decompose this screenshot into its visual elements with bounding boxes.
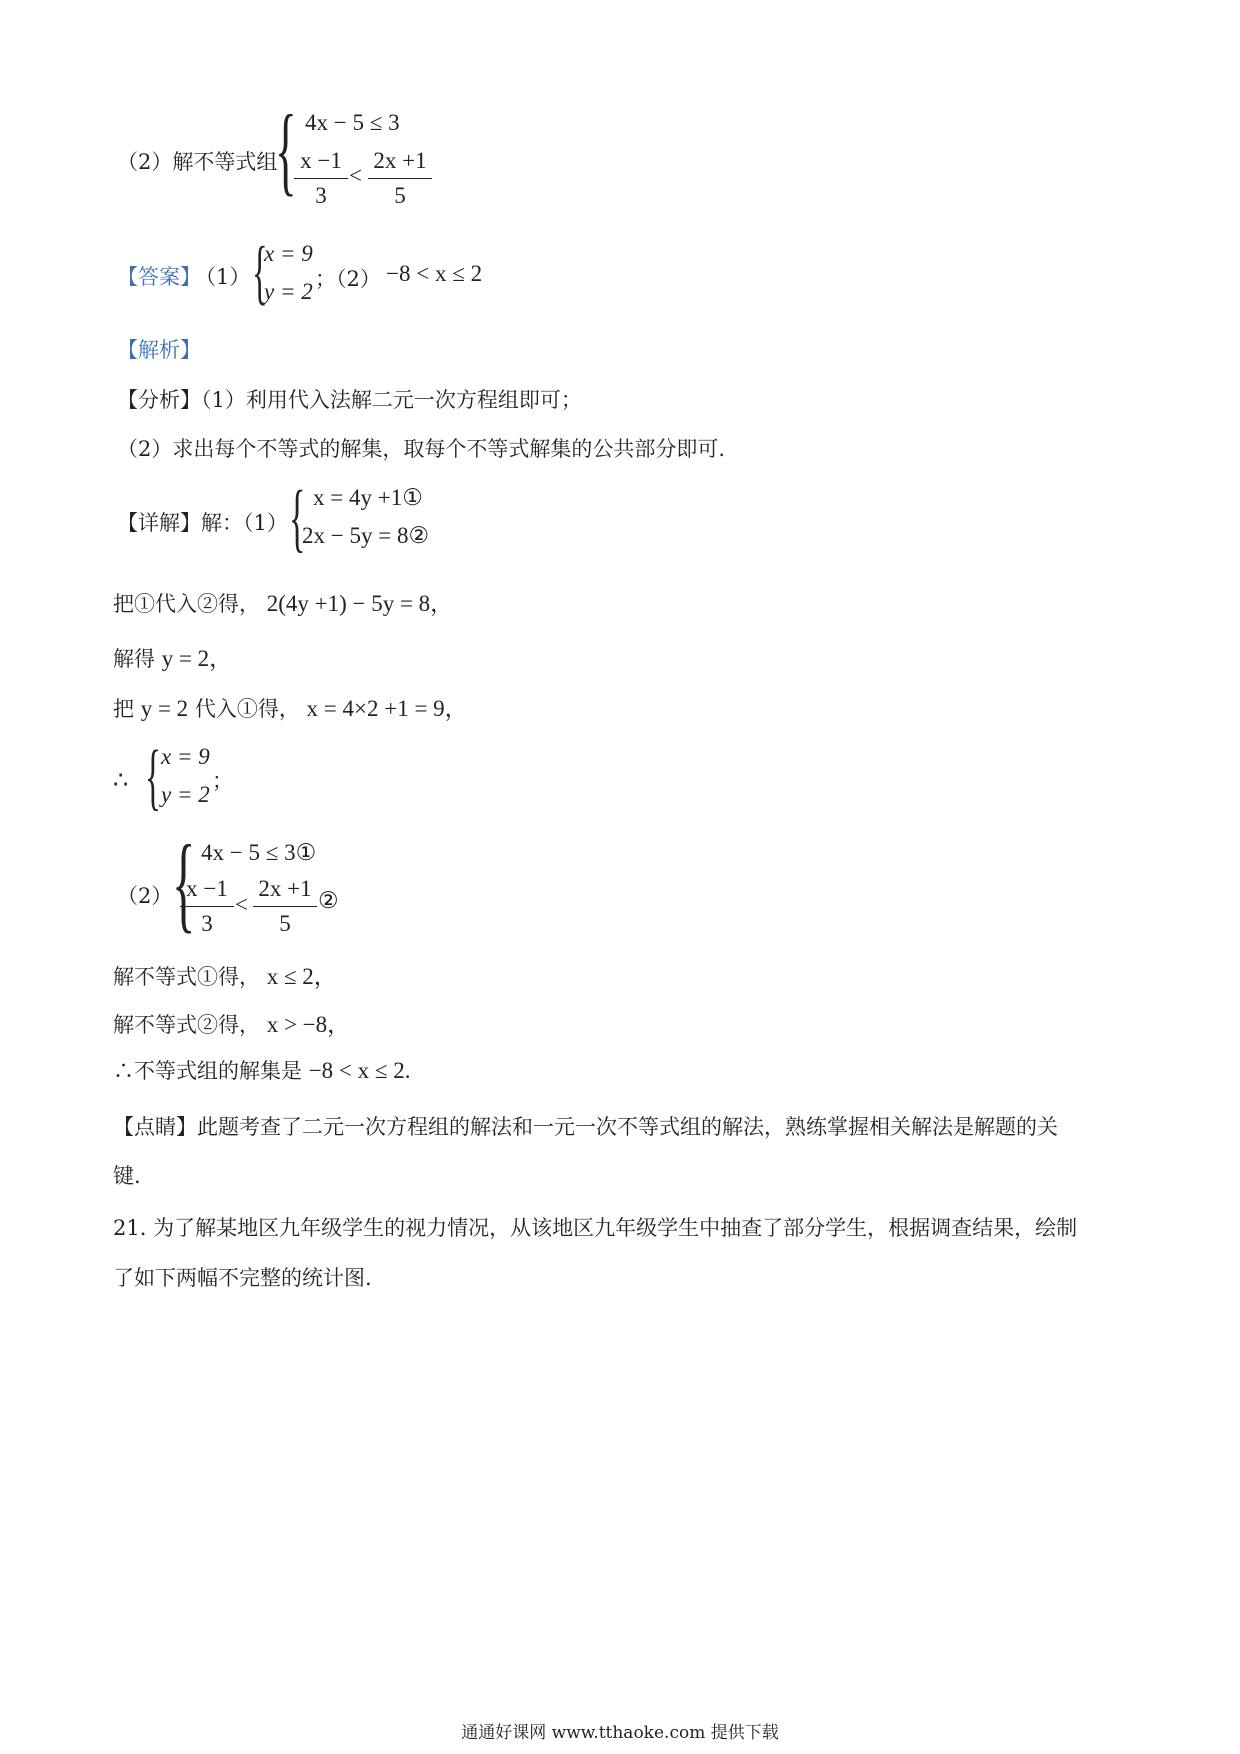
fraction-denominator: 5 — [394, 183, 406, 208]
q21-line1: 21. 为了解某地区九年级学生的视力情况，从该地区九年级学生中抽查了部分学生，根据调查结果，绘制 — [113, 1216, 1078, 1240]
solution-2-math: x > −8， — [266, 1012, 351, 1037]
fraction-2 — [251, 872, 319, 941]
answer-part1: （1） — [195, 265, 251, 289]
dianjing-line2: 键. — [113, 1164, 141, 1188]
step-1-text: 把①代入②得， — [113, 592, 260, 616]
step-3 — [113, 690, 468, 723]
fenxi-tag: 【分析】 — [117, 388, 201, 412]
fraction-numerator: 2x +1 — [258, 876, 312, 901]
detail-part2-label: （2） — [117, 884, 173, 908]
fraction-numerator: x −1 — [186, 876, 228, 901]
dianjing-tag: 【点睛】 — [113, 1115, 197, 1139]
solution-1-math: x ≤ 2， — [266, 964, 337, 989]
result-x: x = 9 — [161, 744, 210, 769]
final-solution — [113, 1055, 411, 1085]
step-2-math: y = 2， — [161, 646, 233, 671]
dianjing-text1: 此题考查了二元一次方程组的解法和一元一次不等式组的解法，熟练掌握相关解法是解题的关 — [197, 1115, 1058, 1139]
step-3-math-b: x = 4×2 +1 = 9， — [306, 696, 468, 721]
less-than: < — [235, 892, 248, 917]
step-2 — [113, 640, 232, 673]
circle-2: ② — [318, 888, 339, 913]
q21-line2: 了如下两幅不完整的统计图. — [113, 1266, 372, 1290]
left-brace: { — [289, 476, 306, 560]
page-footer: 通通好课网 www.tthaoke.com 提供下载 — [461, 1723, 779, 1743]
detail-intro-text: 解：（1） — [201, 511, 288, 535]
solution-2 — [113, 1006, 350, 1039]
inequality-1: 4x − 5 ≤ 3① — [201, 840, 317, 865]
answer-tag: 【答案】 — [117, 265, 201, 289]
final-text: ∴不等式组的解集是 — [113, 1059, 302, 1083]
fraction-1 — [178, 872, 236, 941]
step-2-text: 解得 — [113, 647, 155, 671]
answer-sep: ；（2） — [315, 267, 381, 291]
solution-1 — [113, 958, 337, 991]
fenxi-line1 — [117, 384, 582, 414]
result-end: ； — [212, 769, 233, 793]
step-1-math: 2(4y +1) − 5y = 8， — [266, 591, 454, 616]
answer-x: x = 9 — [264, 241, 313, 266]
fenxi-line2: （2）求出每个不等式的解集，取每个不等式解集的公共部分即可. — [117, 437, 726, 461]
therefore-symbol: ∴ — [113, 766, 129, 794]
equation-1: x = 4y +1① — [313, 485, 423, 510]
fraction-denominator: 3 — [201, 911, 213, 936]
step-3-text-b: 代入①得， — [194, 697, 300, 721]
solution-1-text: 解不等式①得， — [113, 965, 260, 989]
less-than: < — [349, 163, 362, 188]
fraction-numerator: x −1 — [300, 148, 342, 173]
left-brace: { — [252, 232, 268, 312]
detail-tag: 【详解】 — [117, 511, 201, 535]
detail-intro — [117, 507, 288, 537]
fraction-numerator: 2x +1 — [373, 148, 427, 173]
answer-y: y = 2 — [264, 279, 313, 304]
equation-2: 2x − 5y = 8② — [302, 523, 430, 548]
fraction-1 — [292, 144, 350, 213]
fraction-denominator: 5 — [279, 911, 291, 936]
fraction-2 — [366, 144, 434, 213]
analysis-tag: 【解析】 — [117, 338, 201, 362]
solution-2-text: 解不等式②得， — [113, 1013, 260, 1037]
fraction-denominator: 3 — [315, 183, 327, 208]
step-3-text-a: 把 — [113, 697, 134, 721]
q20-part2-label: （2）解不等式组 — [117, 150, 278, 174]
answer-range: −8 < x ≤ 2 — [386, 261, 483, 286]
left-brace: { — [145, 736, 161, 818]
final-math: −8 < x ≤ 2. — [308, 1058, 411, 1083]
step-3-math-a: y = 2 — [140, 696, 189, 721]
left-brace: { — [172, 824, 196, 943]
ineq-line1: 4x − 5 ≤ 3 — [305, 110, 400, 135]
fenxi-text1: （1）利用代入法解二元一次方程组即可； — [201, 388, 582, 412]
dianjing-line1 — [113, 1111, 1058, 1141]
step-1 — [113, 585, 453, 618]
left-brace: { — [275, 94, 297, 205]
result-y: y = 2 — [161, 782, 210, 807]
